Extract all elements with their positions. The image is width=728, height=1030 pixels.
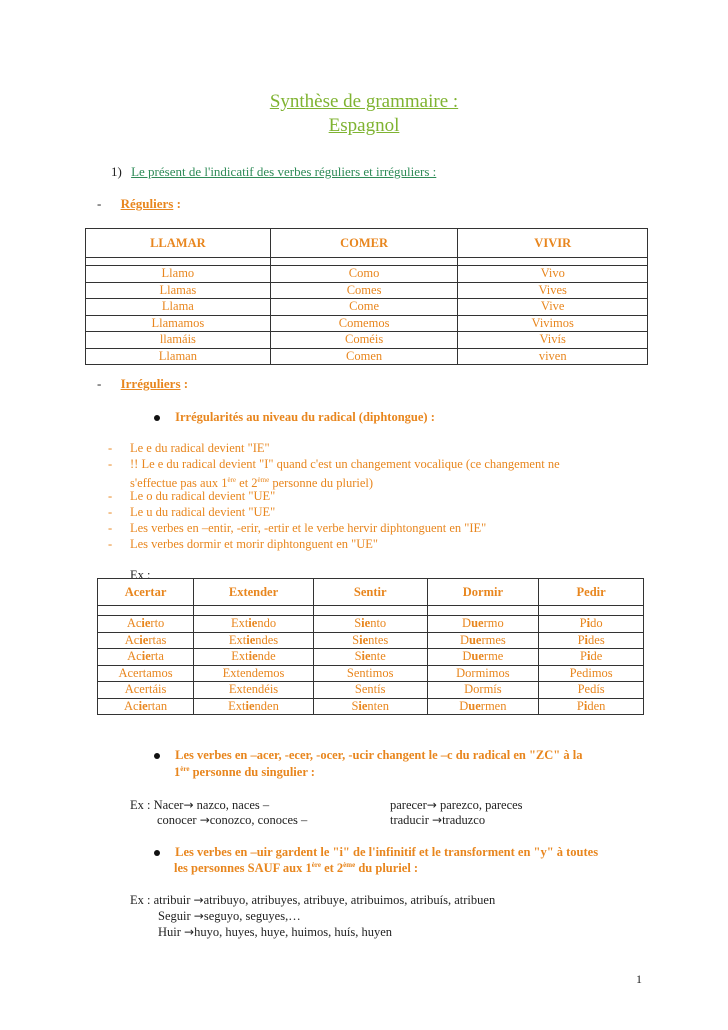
table-cell bbox=[313, 682, 427, 699]
irregular-part: ue bbox=[468, 698, 481, 713]
table-header: Dormir bbox=[427, 579, 539, 606]
table-header: LLAMAR bbox=[86, 229, 271, 258]
irregular-part: ie bbox=[359, 632, 369, 647]
word-part: rmen bbox=[480, 698, 507, 713]
word-part: P bbox=[580, 649, 587, 664]
irregular-part: i bbox=[584, 632, 589, 647]
bullet-text: Irrégularités au niveau du radical (diphtongue) : bbox=[175, 410, 435, 424]
word-part: den bbox=[587, 698, 606, 713]
text: Seguir bbox=[158, 909, 194, 923]
spacer-row bbox=[98, 606, 644, 616]
table-row bbox=[86, 332, 648, 349]
superscript: ère bbox=[311, 861, 321, 869]
word-part: Ext bbox=[228, 632, 247, 647]
table-cell bbox=[98, 682, 194, 699]
table-cell bbox=[98, 665, 194, 682]
table-cell bbox=[427, 698, 539, 715]
table-row bbox=[86, 282, 648, 299]
table-cell bbox=[313, 632, 427, 649]
table-cell bbox=[194, 698, 314, 715]
bullet-diphtongue bbox=[154, 410, 435, 425]
table-cell bbox=[98, 632, 194, 649]
spacer-cell bbox=[458, 258, 648, 266]
example-conocer bbox=[157, 812, 307, 829]
word-part: Ac bbox=[124, 632, 140, 647]
word-part: Ac bbox=[127, 649, 142, 664]
arrow-icon: → bbox=[193, 893, 204, 907]
arrow-icon: → bbox=[426, 798, 437, 812]
example-traducir bbox=[390, 812, 485, 829]
table-cell: Como bbox=[270, 266, 458, 283]
text: parecer bbox=[390, 798, 427, 812]
irregular-part: ie bbox=[138, 698, 148, 713]
word-part: rto bbox=[150, 616, 165, 631]
irregular-part: ue bbox=[471, 616, 484, 631]
table-cell bbox=[194, 665, 314, 682]
section-1-heading bbox=[111, 164, 436, 180]
table-row bbox=[86, 348, 648, 365]
text: Huir bbox=[158, 925, 185, 939]
section-number: 1) bbox=[111, 164, 122, 179]
word-part: Ext bbox=[231, 649, 249, 664]
irregular-part: ie bbox=[361, 616, 371, 631]
text: 1 bbox=[174, 765, 181, 780]
table-cell bbox=[194, 682, 314, 699]
spacer-cell bbox=[86, 258, 271, 266]
table-cell bbox=[313, 698, 427, 715]
text: les personnes SAUF aux 1 bbox=[174, 861, 312, 876]
word-part: rmo bbox=[483, 616, 504, 631]
table-cell: Comen bbox=[270, 348, 458, 365]
word-part: S bbox=[354, 649, 362, 664]
table-cell: Llamo bbox=[86, 266, 271, 283]
table-cell: Comes bbox=[270, 282, 458, 299]
bullet-uir-line-2 bbox=[174, 861, 418, 876]
bullet-icon bbox=[154, 415, 160, 421]
text: atribuyo, atribuyes, atribuye, atribuimos, atribuís, atribuen bbox=[203, 893, 496, 907]
table-cell: Coméis bbox=[270, 332, 458, 349]
text: parezco, pareces bbox=[436, 798, 523, 812]
table-cell: Vivo bbox=[458, 266, 648, 283]
table-cell bbox=[539, 665, 644, 682]
word-part: ntes bbox=[368, 632, 389, 647]
table-row bbox=[98, 682, 644, 699]
word-part: S bbox=[354, 616, 362, 631]
table-cell bbox=[313, 616, 427, 633]
example-seguir bbox=[158, 908, 301, 925]
text: huyo, huyes, huye, huimos, huís, huyen bbox=[194, 925, 393, 939]
example-huir bbox=[158, 924, 392, 941]
irregular-part: ue bbox=[471, 649, 484, 664]
arrow-icon: → bbox=[183, 798, 194, 812]
text: s'effectue pas aux 1 bbox=[130, 476, 228, 491]
table-cell bbox=[427, 616, 539, 633]
word-part: S bbox=[351, 698, 359, 713]
ex-label: Ex : bbox=[130, 568, 151, 582]
word-part: nte bbox=[370, 649, 386, 664]
word-part: Pedís bbox=[577, 682, 605, 697]
table-cell: Llaman bbox=[86, 348, 271, 365]
rule-text: Le e du radical devient "IE" bbox=[130, 441, 270, 455]
table-row bbox=[98, 698, 644, 715]
bullet-zc-line-2 bbox=[174, 765, 315, 780]
bullet-uir bbox=[154, 845, 598, 860]
word-part: Ext bbox=[230, 616, 249, 631]
table-cell bbox=[194, 649, 314, 666]
word-part: Ac bbox=[124, 698, 139, 713]
table-cell bbox=[427, 665, 539, 682]
irregular-part: ie bbox=[139, 632, 149, 647]
word-part: ndo bbox=[257, 616, 277, 631]
spacer-cell bbox=[313, 606, 427, 616]
table-header: Extender bbox=[194, 579, 314, 606]
irregular-part: ie bbox=[245, 698, 255, 713]
reguliers-label: Réguliers bbox=[120, 196, 174, 211]
word-part: nde bbox=[257, 649, 276, 664]
table-header: Sentir bbox=[313, 579, 427, 606]
word-part: Extendemos bbox=[222, 665, 285, 680]
colon: : bbox=[173, 196, 181, 211]
table-row bbox=[86, 315, 648, 332]
word-part: de bbox=[590, 649, 603, 664]
word-part: rmes bbox=[481, 632, 506, 647]
word-part: Sentís bbox=[354, 682, 386, 697]
table-cell bbox=[98, 698, 194, 715]
bullet-text: Les verbes en –acer, -ecer, -ocer, -ucir changent le –c du radical en "ZC" à la bbox=[175, 748, 583, 762]
irregular-part: ie bbox=[141, 616, 151, 631]
text: seguyo, seguyes,… bbox=[203, 909, 301, 923]
word-part: Ac bbox=[126, 616, 142, 631]
document-title bbox=[0, 90, 728, 138]
spacer-cell bbox=[98, 606, 194, 616]
text: nazco, naces – bbox=[193, 798, 270, 812]
spacer-cell bbox=[539, 606, 644, 616]
word-part: des bbox=[588, 632, 605, 647]
dash: - bbox=[97, 196, 102, 211]
colon: : bbox=[180, 376, 189, 391]
irregular-part: ie bbox=[248, 649, 258, 664]
table-row bbox=[86, 266, 648, 283]
example-atribuir bbox=[130, 892, 495, 909]
word-part: nten bbox=[367, 698, 389, 713]
table-header: COMER bbox=[270, 229, 458, 258]
arrow-icon: → bbox=[432, 813, 443, 827]
arrow-icon: → bbox=[193, 909, 204, 923]
word-part: rme bbox=[483, 649, 504, 664]
rule-text: Les verbes en –entir, -erir, -ertir et le verbe hervir diphtonguent en "IE" bbox=[130, 521, 487, 535]
irregular-part: ie bbox=[141, 649, 151, 664]
title-line-2: Espagnol bbox=[328, 115, 400, 136]
irregular-part: ie bbox=[361, 649, 371, 664]
word-part: Acertamos bbox=[118, 665, 173, 680]
reguliers-heading bbox=[97, 196, 181, 212]
rule-dash: - bbox=[108, 489, 113, 503]
spacer-cell bbox=[270, 258, 458, 266]
rule-text: Les verbes dormir et morir diphtonguent en "UE" bbox=[130, 537, 378, 551]
table-cell bbox=[539, 682, 644, 699]
word-part: Acertáis bbox=[124, 682, 167, 697]
table-cell bbox=[194, 616, 314, 633]
superscript: ère bbox=[180, 765, 190, 773]
table-row bbox=[98, 665, 644, 682]
word-part: D bbox=[459, 698, 469, 713]
text: traduzco bbox=[442, 813, 486, 827]
table-cell: Llama bbox=[86, 299, 271, 316]
text: du pluriel : bbox=[355, 861, 419, 876]
table-cell bbox=[194, 632, 314, 649]
table-row bbox=[98, 632, 644, 649]
table-cell: Vivís bbox=[458, 332, 648, 349]
rule-dash: - bbox=[108, 537, 113, 551]
superscript: ère bbox=[227, 476, 237, 484]
table-row bbox=[98, 649, 644, 666]
title-line-1: Synthèse de grammaire : bbox=[269, 91, 459, 112]
bullet-zc bbox=[154, 748, 582, 763]
table-header: Acertar bbox=[98, 579, 194, 606]
table-cell: Llamas bbox=[86, 282, 271, 299]
table-cell: Comemos bbox=[270, 315, 458, 332]
text: et 2 bbox=[320, 861, 344, 876]
arrow-icon: → bbox=[184, 925, 195, 939]
page-number: 1 bbox=[636, 972, 642, 986]
word-part: S bbox=[352, 632, 360, 647]
bullet-text: Les verbes en –uir gardent le "i" de l'infinitif et le transforment en "y" à toutes bbox=[175, 845, 599, 859]
table-cell bbox=[313, 649, 427, 666]
superscript: ème bbox=[257, 476, 270, 484]
word-part: Extendéis bbox=[228, 682, 279, 697]
irregular-part: i bbox=[583, 698, 588, 713]
table-cell: Vives bbox=[458, 282, 648, 299]
word-part: D bbox=[462, 649, 472, 664]
word-part: Ext bbox=[228, 698, 246, 713]
text: traducir bbox=[390, 813, 432, 827]
table-cell bbox=[539, 632, 644, 649]
word-part: ndes bbox=[255, 632, 279, 647]
word-part: Pedimos bbox=[569, 665, 613, 680]
arrow-icon: → bbox=[199, 813, 210, 827]
rule-dash: - bbox=[108, 441, 113, 455]
text: personne du pluriel) bbox=[269, 476, 374, 491]
table-cell: viven bbox=[458, 348, 648, 365]
regular-verbs-table bbox=[85, 228, 648, 365]
text: Ex : Nacer bbox=[130, 798, 184, 812]
table-cell: Llamamos bbox=[86, 315, 271, 332]
word-part: Dormimos bbox=[456, 665, 510, 680]
text: conozco, conoces – bbox=[209, 813, 308, 827]
spacer-cell bbox=[194, 606, 314, 616]
rule-dash: - bbox=[108, 457, 113, 471]
text: personne du singulier : bbox=[189, 765, 315, 780]
irregular-part: ie bbox=[358, 698, 368, 713]
rule-dash: - bbox=[108, 521, 113, 535]
word-part: nden bbox=[254, 698, 279, 713]
table-cell bbox=[427, 632, 539, 649]
word-part: nto bbox=[370, 616, 387, 631]
table-cell bbox=[313, 665, 427, 682]
word-part: rta bbox=[150, 649, 164, 664]
irregular-part: i bbox=[586, 616, 591, 631]
bullet-icon bbox=[154, 850, 160, 856]
table-cell bbox=[427, 682, 539, 699]
word-part: P bbox=[576, 698, 584, 713]
text: et 2 bbox=[236, 476, 258, 491]
superscript: ème bbox=[343, 861, 356, 869]
rule-text: !! Le e du radical devient "I" quand c'est un changement vocalique (ce changement ne bbox=[130, 457, 560, 471]
table-cell: llamáis bbox=[86, 332, 271, 349]
word-part: rtan bbox=[147, 698, 168, 713]
table-cell: Come bbox=[270, 299, 458, 316]
spacer-cell bbox=[427, 606, 539, 616]
dash: - bbox=[97, 376, 102, 391]
irregular-part: i bbox=[586, 649, 591, 664]
table-cell bbox=[539, 649, 644, 666]
bullet-icon bbox=[154, 753, 160, 759]
word-part: P bbox=[579, 616, 587, 631]
text: Ex : atribuir bbox=[130, 893, 194, 907]
word-part: Dormís bbox=[464, 682, 502, 697]
rule-text: Le u du radical devient "UE" bbox=[130, 505, 276, 519]
table-cell bbox=[98, 616, 194, 633]
irregular-verbs-table bbox=[97, 578, 644, 715]
table-cell: Vive bbox=[458, 299, 648, 316]
table-header: VIVIR bbox=[458, 229, 648, 258]
rule-dash: - bbox=[108, 505, 113, 519]
irregular-part: ie bbox=[246, 632, 256, 647]
irregular-part: ue bbox=[468, 632, 482, 647]
table-cell bbox=[539, 616, 644, 633]
irregular-part: ie bbox=[248, 616, 258, 631]
table-row bbox=[98, 616, 644, 633]
spacer-row bbox=[86, 258, 648, 266]
section-title: Le présent de l'indicatif des verbes réguliers et irréguliers : bbox=[131, 164, 437, 179]
table-cell bbox=[98, 649, 194, 666]
table-cell: Vivimos bbox=[458, 315, 648, 332]
irreguliers-label: Irréguliers bbox=[120, 376, 181, 391]
irreguliers-heading bbox=[97, 376, 188, 392]
table-cell bbox=[539, 698, 644, 715]
word-part: D bbox=[462, 616, 472, 631]
word-part: Sentimos bbox=[346, 665, 394, 680]
word-part: do bbox=[590, 616, 603, 631]
word-part: rtas bbox=[148, 632, 167, 647]
text: conocer bbox=[157, 813, 200, 827]
table-header: Pedir bbox=[576, 584, 606, 599]
table-row bbox=[86, 299, 648, 316]
table-cell bbox=[427, 649, 539, 666]
word-part: P bbox=[577, 632, 585, 647]
word-part: D bbox=[459, 632, 469, 647]
rule-text: Le o du radical devient "UE" bbox=[130, 489, 276, 503]
